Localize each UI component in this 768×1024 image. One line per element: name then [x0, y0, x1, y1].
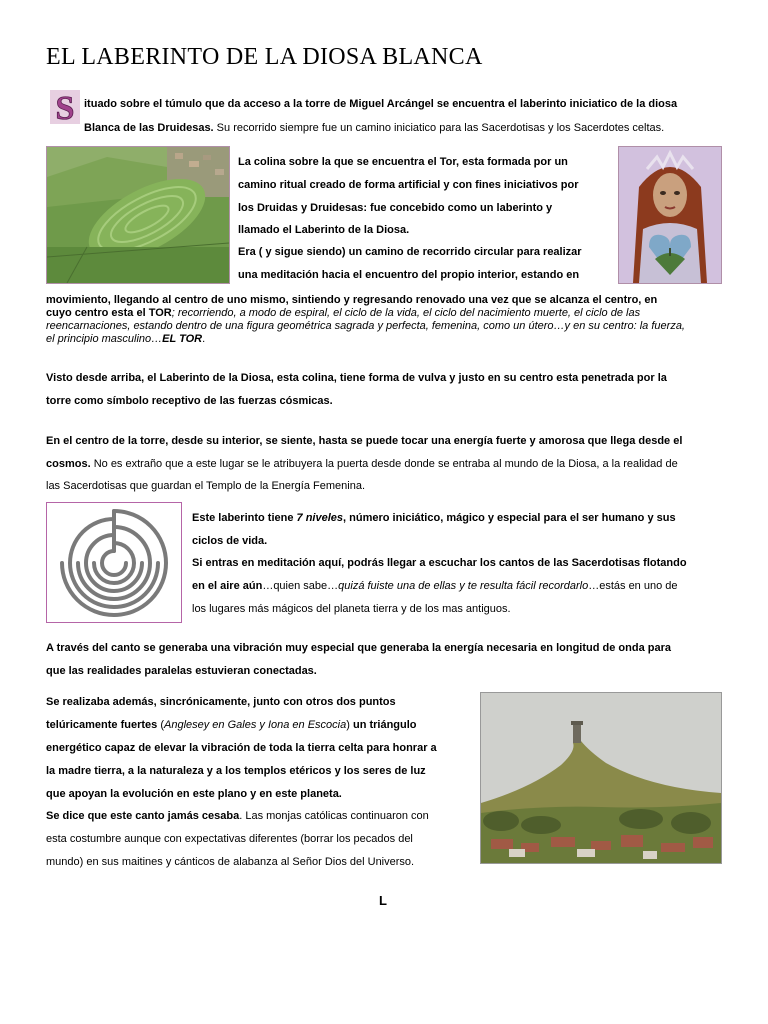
sincronico-line-5: que apoyan la evolución en este plano y en este planeta. [46, 788, 342, 800]
intro-line-1: ituado sobre el túmulo que da acceso a la torre de Miguel Arcángel se encuentra el laberinto iniciatico de la diosa [84, 98, 678, 110]
laberinto-line-5: los lugares más mágicos del planeta tierra y de los mas antiguos. [192, 603, 511, 615]
laberinto-line-3: Si entras en meditación aquí, podrás llegar a escuchar los cantos de las Sacerdotisas flotando [192, 557, 687, 569]
colina-line-1: La colina sobre la que se encuentra el Tor, esta formada por un [238, 156, 568, 168]
colina-line-6: una meditación hacia el encuentro del propio interior, estando en [238, 269, 580, 281]
laberinto-line-1: Este laberinto tiene 7 niveles, número iniciático, mágico y especial para el ser humano y sus [192, 512, 676, 524]
laberinto-line-2: ciclos de vida. [192, 535, 268, 547]
svg-text:S: S [55, 90, 75, 124]
visto-line-2: torre como símbolo receptivo de las fuerzas cósmicas. [46, 395, 333, 407]
footer-letter: L [379, 893, 387, 908]
colina-full-line-3: reencarnaciones, estando dentro de una figura geométrica sagrada y perfecta, femenina, como un útero…y en su centro: la fuerza, [46, 320, 685, 332]
sincronico-line-6: Se dice que este canto jamás cesaba. Las monjas católicas continuaron con [46, 810, 429, 822]
sincronico-line-8: mundo) en sus maitines y cánticos de alabanza al Señor Dios del Universo. [46, 856, 415, 868]
sincronico-line-4: la madre tierra, a la naturaleza y a los templos etéricos y los seres de luz [46, 765, 426, 777]
centro-line-2: cosmos. No es extraño que a este lugar se le atribuyera la puerta desde donde se entraba al mundo de la Diosa, a la realidad de [46, 458, 678, 470]
laberinto-line-4: en el aire aún…quien sabe…quizá fuiste una de ellas y te resulta fácil recordarlo…estás en uno de [192, 580, 678, 592]
colina-full-line-4: el principio masculino…EL TOR. [46, 333, 206, 345]
aerial-hill-image [46, 146, 230, 284]
sincronico-line-1: Se realizaba además, sincrónicamente, junto con otros dos puntos [46, 696, 396, 708]
dropcap-letter [50, 90, 80, 124]
labyrinth-image [46, 502, 182, 623]
colina-line-4: llamado el Laberinto de la Diosa. [238, 224, 410, 236]
colina-line-3: los Druidas y Druidesas: fue concebido como un laberinto y [238, 202, 553, 214]
visto-line-1: Visto desde arriba, el Laberinto de la Diosa, esta colina, tiene forma de vulva y justo en su centro esta penetrada por la [46, 372, 667, 384]
sincronico-line-3: energético capaz de elevar la vibración de toda la tierra celta para honrar a [46, 742, 437, 754]
sincronico-line-2: telúricamente fuertes (Anglesey en Gales y Iona en Escocia) un triángulo [46, 719, 417, 731]
colina-line-2: camino ritual creado de forma artificial y con fines iniciativos por [238, 179, 579, 191]
goddess-image [618, 146, 722, 284]
colina-full-line-1: movimiento, llegando al centro de uno mismo, sintiendo y regresando renovado una vez que se alcanza el centro, en [46, 294, 658, 306]
centro-line-1: En el centro de la torre, desde su interior, se siente, hasta se puede tocar una energía fuerte y amorosa que llega desde el [46, 435, 683, 447]
page-title: EL LABERINTO DE LA DIOSA BLANCA [46, 44, 483, 70]
colina-full-line-2: cuyo centro esta el TOR; recorriendo, a modo de espiral, el ciclo de la vida, el ciclo del nacimiento muerte, el ciclo de las [46, 307, 641, 319]
sincronico-line-7: esta costumbre aunque con expectativas diferentes (borrar los pecados del [46, 833, 413, 845]
canto-line-1: A través del canto se generaba una vibración muy especial que generaba la energía necesaria en longitud de onda para [46, 642, 671, 654]
colina-line-5: Era ( y sigue siendo) un camino de recorrido circular para realizar [238, 246, 582, 258]
intro-line-2: Blanca de las Druidesas. Su recorrido siempre fue un camino iniciatico para las Sacerdotisas y los Sacerdotes celtas. [84, 122, 665, 134]
glastonbury-tor-image [480, 692, 722, 864]
centro-line-3: las Sacerdotisas que guardan el Templo de la Energía Femenina. [46, 480, 365, 492]
canto-line-2: que las realidades paralelas estuvieran conectadas. [46, 665, 317, 677]
